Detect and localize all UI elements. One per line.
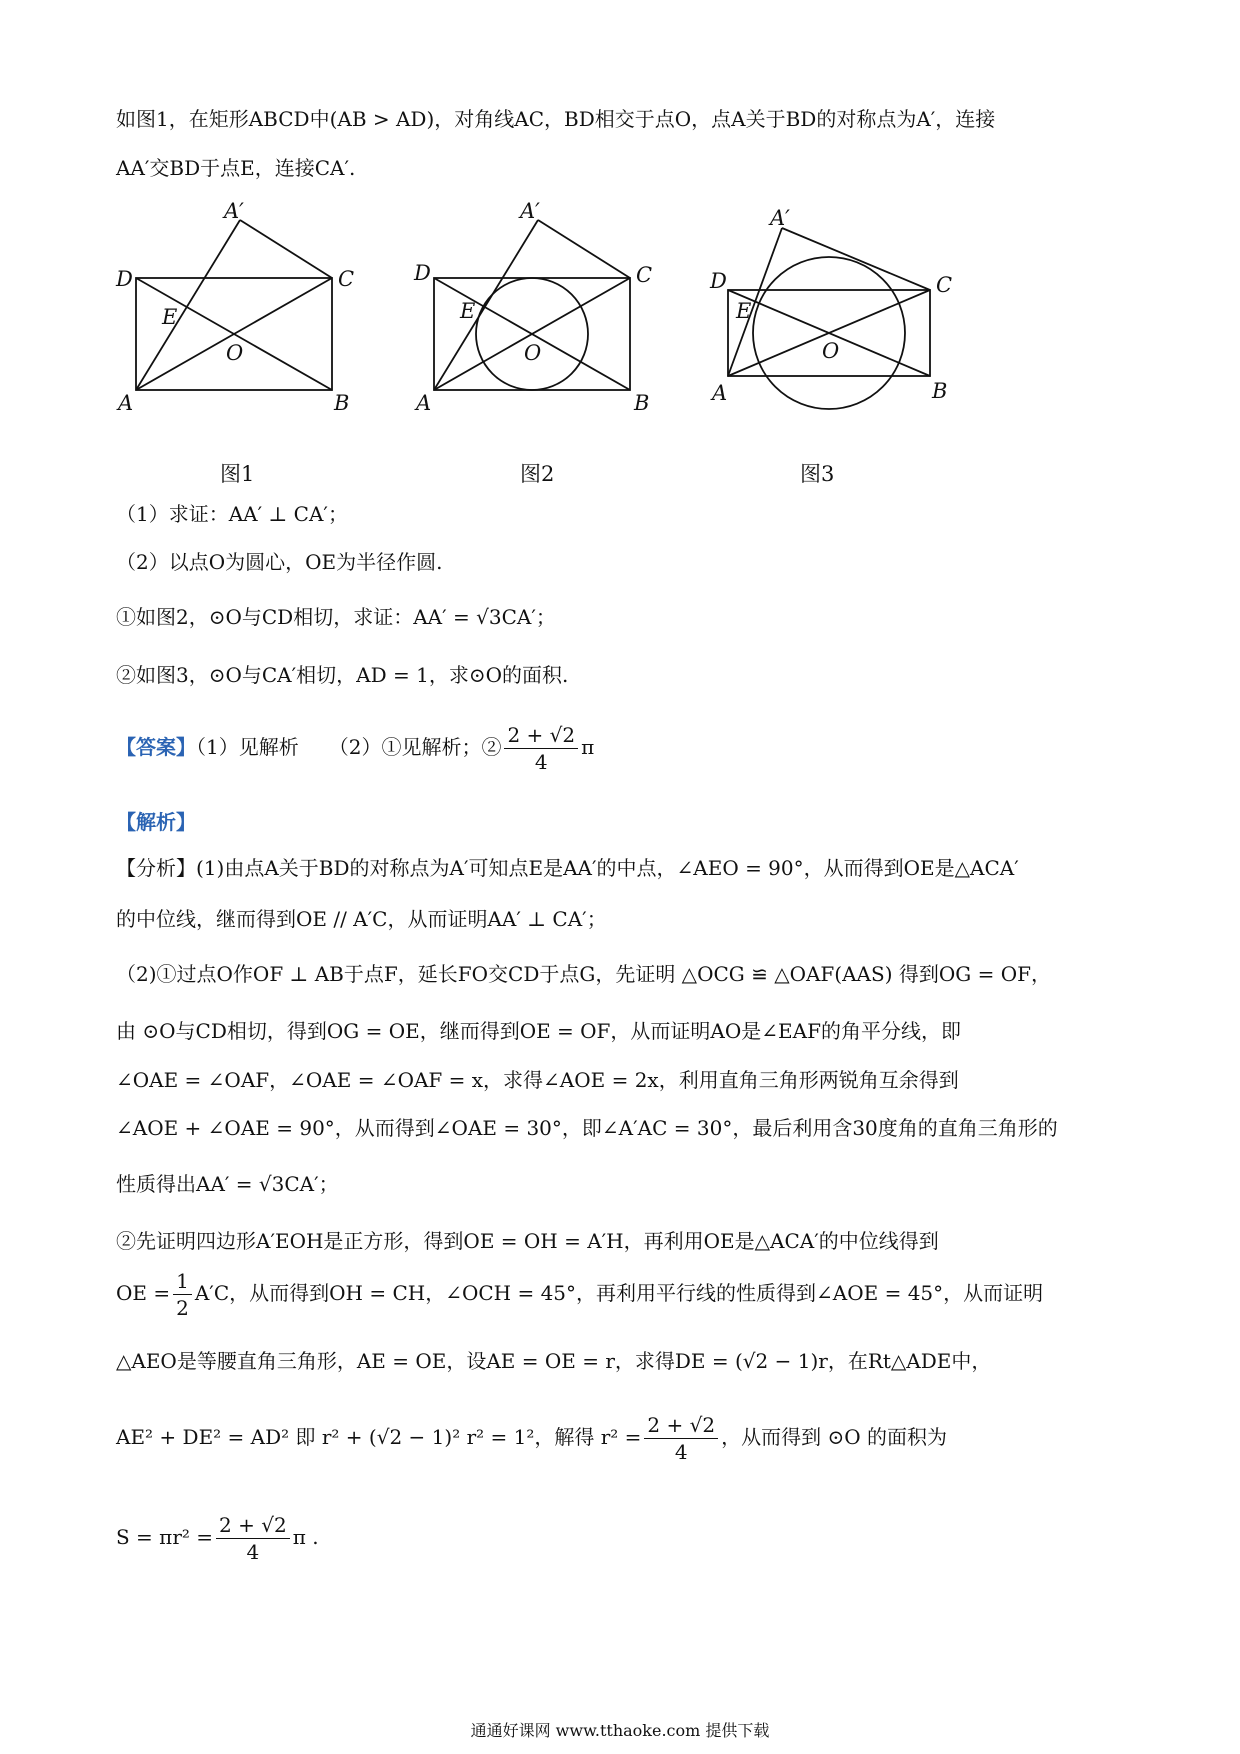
- fig3-label-A: A: [712, 381, 728, 405]
- question-2a: ①如图2，⊙O与CD相切，求证：AA′ = √3CA′；: [116, 605, 556, 629]
- fig3-label-B: B: [932, 379, 948, 403]
- question-2b: ②如图3，⊙O与CA′相切，AD = 1，求⊙O的面积.: [116, 663, 569, 687]
- line9-post: A′C，从而得到OH = CH，∠OCH = 45°，再利用平行线的性质得到∠AOE = 45°，从而证明: [194, 1281, 1044, 1305]
- answer-fraction: [504, 722, 578, 775]
- analysis-line-10: △AEO是等腰直角三角形，AE = OE，设AE = OE = r，求得DE = (√2 − 1)r，在Rt△ADE中，: [116, 1349, 992, 1373]
- fig1-label-C: C: [338, 267, 355, 291]
- fig3-label-E: E: [736, 299, 752, 323]
- analysis-line-8: ②先证明四边形A′EOH是正方形，得到OE = OH = A′H，再利用OE是△ACA′的中位线得到: [116, 1229, 939, 1253]
- fig1-label-E: E: [162, 305, 178, 329]
- figure-3: [728, 228, 930, 409]
- fig3-label-D: D: [710, 269, 727, 293]
- fig1-label-O: O: [226, 341, 244, 365]
- answer-frac-num: 2 + √2: [504, 722, 578, 749]
- line9-frac-den: 2: [176, 1296, 189, 1320]
- fig2-label-E: E: [460, 299, 476, 323]
- figure-1-caption: 图1: [220, 462, 255, 486]
- line11-fraction: [644, 1412, 718, 1465]
- line9-pre: OE =: [116, 1281, 171, 1305]
- line12-pre: S = πr² =: [116, 1525, 214, 1549]
- fig2-label-O: O: [524, 341, 542, 365]
- question-2: （2）以点O为圆心，OE为半径作圆.: [116, 550, 443, 574]
- page-footer: 通通好课网 www.tthaoke.com 提供下载: [470, 1721, 770, 1740]
- fig2-label-Aprime: A′: [520, 199, 540, 223]
- analysis-line-11: [116, 1412, 1136, 1465]
- analysis-line-12: [116, 1512, 1136, 1565]
- analysis-line-1: 【分析】(1)由点A关于BD的对称点为A′可知点E是AA′的中点，∠AEO = 90°，从而得到OE是△ACA′: [116, 856, 1019, 880]
- line11-frac-den: 4: [674, 1440, 688, 1464]
- line12-post: π .: [292, 1525, 319, 1549]
- analysis-line-5: ∠OAE = ∠OAF，∠OAE = ∠OAF = x，求得∠AOE = 2x，利用直角三角形两锐角互余得到: [116, 1068, 959, 1092]
- fig3-label-O: O: [822, 339, 840, 363]
- fig1-label-A: A: [118, 391, 134, 415]
- analysis-line-4: 由 ⊙O与CD相切，得到OG = OE，继而得到OE = OF，从而证明AO是∠EAF的角平分线，即: [116, 1019, 961, 1043]
- figures-diagram: [0, 190, 1240, 450]
- line12-fraction: [216, 1512, 290, 1565]
- fig1-label-Aprime: A′: [224, 199, 244, 223]
- line9-frac-num: 1: [173, 1268, 192, 1295]
- answer-text: （1）见解析 （2）①见解析；②: [196, 735, 502, 759]
- problem-line-2: AA′交BD于点E，连接CA′.: [116, 156, 356, 180]
- fig3-label-Aprime: A′: [770, 206, 790, 230]
- fig1-label-B: B: [334, 391, 350, 415]
- fig2-label-A: A: [416, 391, 432, 415]
- analysis-label: 【解析】: [116, 810, 196, 834]
- fig2-label-C: C: [636, 263, 653, 287]
- fig1-label-D: D: [116, 267, 133, 291]
- analysis-line-3: （2)①过点O作OF ⊥ AB于点F，延长FO交CD于点G，先证明 △OCG ≌ △OAF(AAS) 得到OG = OF，: [116, 962, 1051, 986]
- line12-frac-den: 4: [246, 1540, 260, 1564]
- answer-label: 【答案】: [116, 735, 196, 759]
- fig2-label-D: D: [414, 261, 431, 285]
- line11-post: ，从而得到 ⊙O 的面积为: [721, 1425, 947, 1449]
- answer-line: [116, 722, 1136, 775]
- analysis-line-6: ∠AOE + ∠OAE = 90°，从而得到∠OAE = 30°，即∠A′AC = 30°，最后利用含30度角的直角三角形的: [116, 1116, 1058, 1140]
- line9-fraction: [173, 1268, 192, 1321]
- fig2-label-B: B: [634, 391, 650, 415]
- problem-line-1: 如图1，在矩形ABCD中(AB > AD)，对角线AC，BD相交于点O，点A关于BD的对称点为A′，连接: [116, 107, 996, 131]
- figure-2-caption: 图2: [520, 462, 555, 486]
- fig3-label-C: C: [936, 273, 953, 297]
- line12-frac-num: 2 + √2: [216, 1512, 290, 1539]
- analysis-line-7: 性质得出AA′ = √3CA′；: [116, 1172, 339, 1196]
- line11-frac-num: 2 + √2: [644, 1412, 718, 1439]
- figure-3-caption: 图3: [800, 462, 835, 486]
- analysis-line-9: [116, 1268, 1136, 1321]
- answer-tail: π: [581, 735, 595, 759]
- answer-frac-den: 4: [534, 750, 548, 774]
- analysis-line-2: 的中位线，继而得到OE // A′C，从而证明AA′ ⊥ CA′；: [116, 907, 607, 931]
- line11-pre: AE² + DE² = AD² 即 r² + (√2 − 1)² r² = 1²，解得 r² =: [116, 1425, 642, 1449]
- question-1: （1）求证：AA′ ⊥ CA′；: [116, 502, 348, 526]
